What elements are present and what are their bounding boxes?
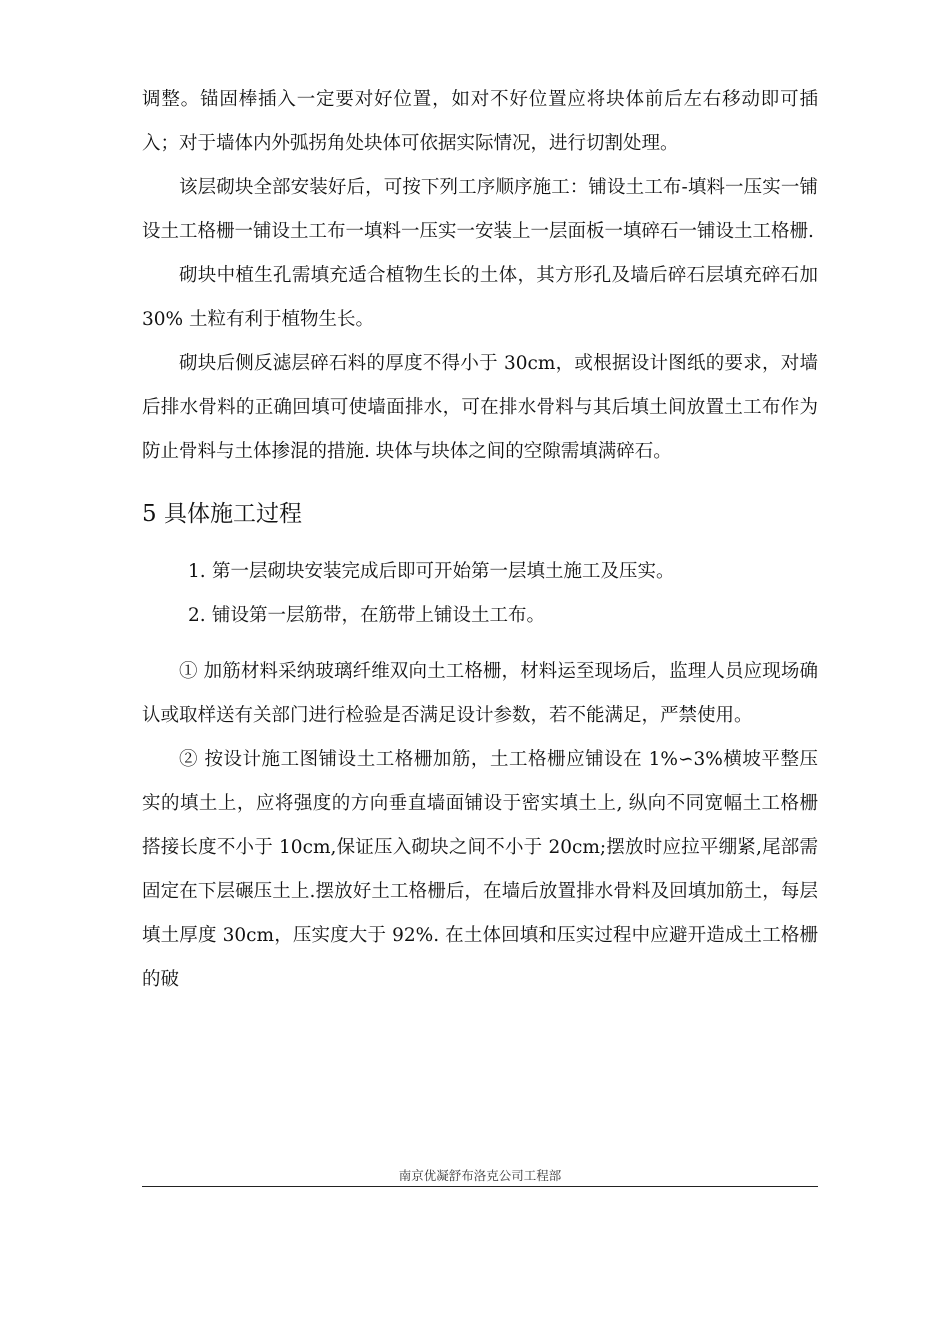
document-body (142, 78, 818, 1002)
list-item-text: 第一层砌块安装完成后即可开始第一层填土施工及压实。 (212, 561, 675, 582)
paragraph-geogrid-laying: ② 按设计施工图铺设土工格栅加筋，土工格栅应铺设在 1%∽3%横坡平整压实的填土上，应将强度的方向垂直墙面铺设于密实填土上, 纵向不同宽幅土工格栅搭接长度不小于 10cm,保证压入砌块之间不小于 20cm;摆放时应拉平绷紧,尾部需固定在下层碾压土上.摆放好土工格栅后，在墙后放置排水骨料及回填加筋土，每层填土厚度 30cm，压实度大于 92%. 在土体回填和压实过程中应避开造成土工格栅的破 (142, 749, 818, 990)
paragraph-construction-sequence: 该层砌块全部安装好后，可按下列工序顺序施工：铺设土工布-填料一压实一铺设土工格栅一铺设土工布一填料一压实一安装上一层面板一填碎石一铺设土工格栅. (142, 177, 818, 242)
paragraph-planting-holes: 砌块中植生孔需填充适合植物生长的土体，其方形孔及墙后碎石层填充碎石加 30% 土粒有利于植物生长。 (142, 265, 818, 330)
section-heading: 5 具体施工过程 (142, 501, 302, 527)
list-item (142, 594, 818, 638)
list-item (142, 550, 818, 594)
paragraph-reinforcement-material: ① 加筋材料采纳玻璃纤维双向土工格栅，材料运至现场后，监理人员应现场确认或取样送有关部门进行检验是否满足设计参数，若不能满足，严禁使用。 (142, 661, 818, 726)
paragraph-filter-layer: 砌块后侧反滤层碎石料的厚度不得小于 30cm，或根据设计图纸的要求，对墙后排水骨料的正确回填可使墙面排水，可在排水骨料与其后填土间放置土工布作为防止骨料与土体掺混的措施. 块体与块体之间的空隙需填满碎石。 (142, 353, 818, 462)
list-item-number: 2. (188, 605, 206, 626)
paragraph-anchor-adjust: 调整。锚固棒插入一定要对好位置，如对不好位置应将块体前后左右移动即可插入；对于墙体内外弧拐角处块体可依据实际情况，进行切割处理。 (142, 89, 818, 154)
list-item-text: 铺设第一层筋带，在筋带上铺设土工布。 (212, 605, 546, 626)
spacer (142, 638, 818, 650)
page-footer: 南京优凝舒布洛克公司工程部 (142, 1168, 818, 1187)
list-item-number: 1. (188, 561, 206, 582)
